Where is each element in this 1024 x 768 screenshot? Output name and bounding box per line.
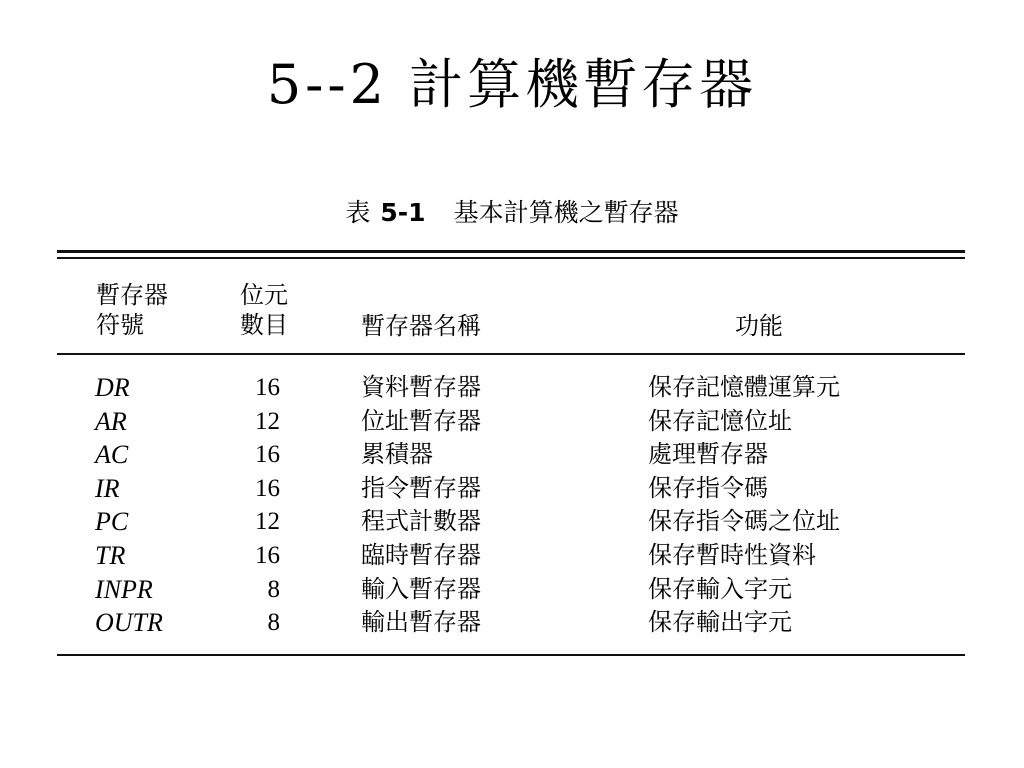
table-row xyxy=(0,573,1024,607)
register-function: 保存指令碼之位址 xyxy=(648,507,840,536)
register-bits: 12 xyxy=(255,508,280,536)
register-bits: 16 xyxy=(255,441,280,469)
register-symbol: AC xyxy=(95,440,129,470)
register-function: 保存輸入字元 xyxy=(648,574,792,603)
register-function: 保存輸出字元 xyxy=(648,608,792,637)
register-function: 保存暫時性資料 xyxy=(648,540,816,569)
table-row xyxy=(0,606,1024,640)
register-name: 輸出暫存器 xyxy=(361,608,481,637)
register-bits: 16 xyxy=(255,541,280,569)
table-row xyxy=(0,505,1024,539)
register-function: 保存記憶體運算元 xyxy=(648,373,840,401)
register-function: 處理暫存器 xyxy=(648,440,768,469)
table-bottom-rule xyxy=(57,654,965,656)
table-row xyxy=(0,405,1024,439)
table-row xyxy=(0,438,1024,472)
register-name: 累積器 xyxy=(361,440,433,469)
register-bits: 16 xyxy=(255,474,280,502)
register-name: 臨時暫存器 xyxy=(361,540,481,569)
register-name: 位址暫存器 xyxy=(361,406,481,435)
header-symbol-line1: 暫存器 xyxy=(96,281,168,309)
register-bits: 8 xyxy=(267,575,280,603)
table-body xyxy=(0,371,1024,640)
register-symbol: TR xyxy=(95,540,126,570)
header-bits-line1: 位元 xyxy=(240,281,288,309)
register-bits: 16 xyxy=(255,374,280,401)
register-name: 輸入暫存器 xyxy=(361,574,481,603)
register-symbol: PC xyxy=(95,507,129,537)
table-caption xyxy=(0,200,1024,225)
caption-label: 表 xyxy=(345,198,371,227)
caption-text: 基本計算機之暫存器 xyxy=(453,198,679,227)
register-name: 程式計數器 xyxy=(361,507,481,536)
table-top-rule-inner xyxy=(57,257,965,259)
register-symbol: INPR xyxy=(95,574,153,604)
header-register-symbol xyxy=(96,280,168,340)
table-header-rule xyxy=(57,353,965,355)
register-symbol: IR xyxy=(95,473,120,503)
register-symbol: AR xyxy=(95,406,127,436)
header-bits-line2: 數目 xyxy=(240,311,288,339)
register-name: 指令暫存器 xyxy=(361,473,481,502)
register-symbol: OUTR xyxy=(95,608,163,638)
caption-number: 5-1 xyxy=(380,198,426,227)
register-bits: 8 xyxy=(267,609,280,637)
register-symbol: DR xyxy=(95,373,130,402)
table-top-rule xyxy=(57,250,965,253)
table-row xyxy=(0,371,1024,405)
register-bits: 12 xyxy=(255,407,280,435)
header-function: 功能 xyxy=(735,312,783,340)
register-name: 資料暫存器 xyxy=(361,373,481,401)
table-row xyxy=(0,539,1024,573)
table-row xyxy=(0,472,1024,506)
header-register-name: 暫存器名稱 xyxy=(361,312,481,340)
register-function: 保存記憶位址 xyxy=(648,406,792,435)
header-symbol-line2: 符號 xyxy=(96,311,144,339)
slide-title: 5--2 計算機暫存器 xyxy=(266,53,758,116)
register-function: 保存指令碼 xyxy=(648,473,768,502)
header-bit-count xyxy=(240,280,288,340)
